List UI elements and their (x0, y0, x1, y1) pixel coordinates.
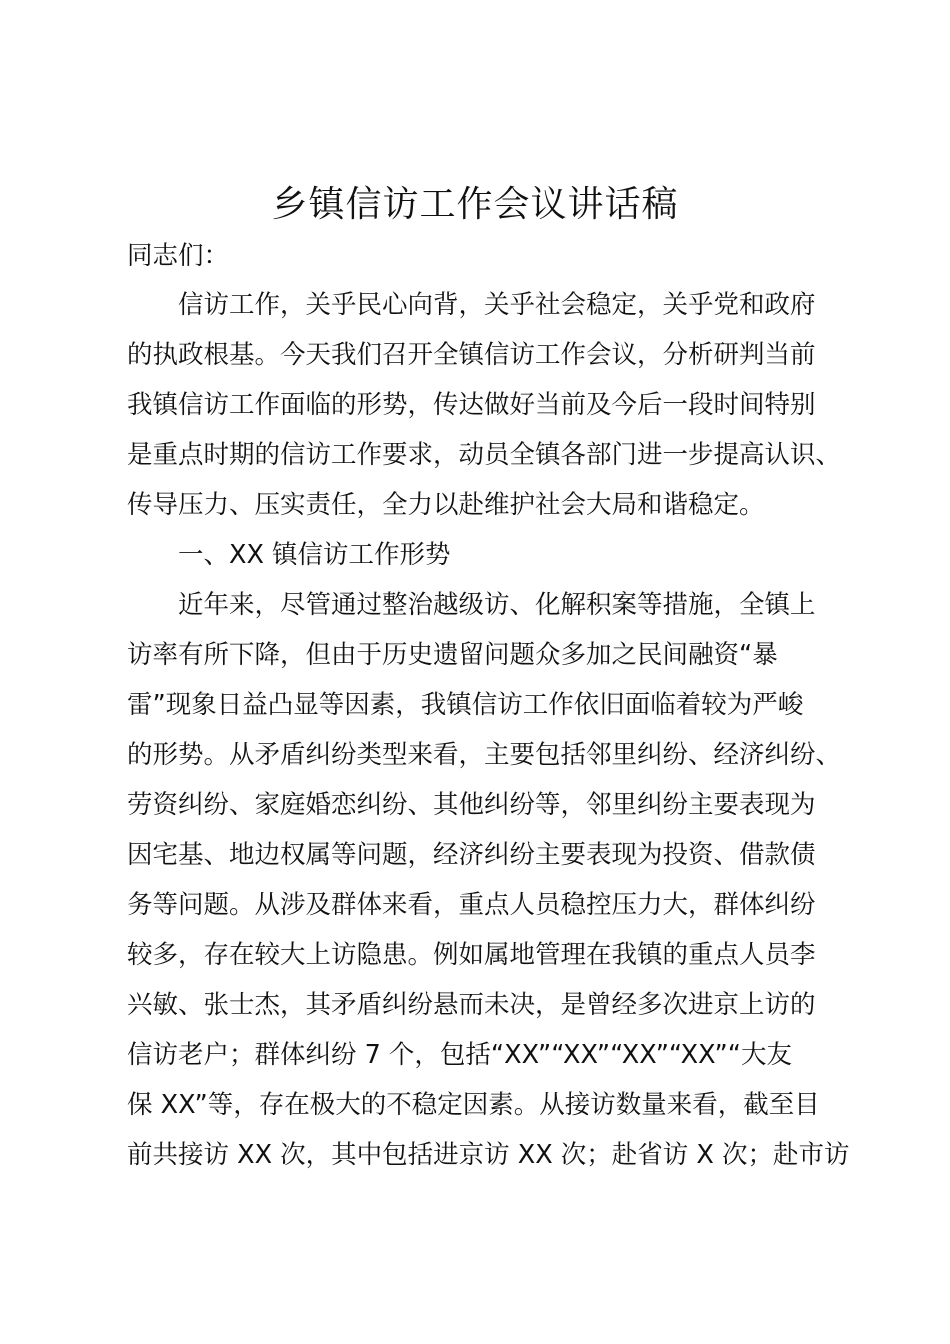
salutation-line: 同志们： (127, 241, 230, 271)
body-line: 劳资纠纷、家庭婚恋纠纷、其他纠纷等，邻里纠纷主要表现为 (127, 790, 816, 820)
body-line: 雷”现象日益凸显等因素，我镇信访工作依旧面临着较为严峻 (127, 690, 804, 720)
body-line: 传导压力、压实责任，全力以赴维护社会大局和谐稳定。 (127, 490, 765, 520)
body-line: 较多，存在较大上访隐患。例如属地管理在我镇的重点人员李 (127, 940, 816, 970)
body-line: 兴敏、张士杰，其矛盾纠纷悬而未决，是曾经多次进京上访的 (127, 990, 816, 1020)
body-line: 的执政根基。今天我们召开全镇信访工作会议，分析研判当前 (127, 340, 816, 370)
body-line: 信访工作，关乎民心向背，关乎社会稳定，关乎党和政府 (127, 290, 816, 320)
body-line: 务等问题。从涉及群体来看，重点人员稳控压力大，群体纠纷 (127, 890, 816, 920)
body-line: 我镇信访工作面临的形势，传达做好当前及今后一段时间特别 (127, 390, 816, 420)
section-heading: 一、XX 镇信访工作形势 (127, 540, 451, 570)
body-line: 近年来，尽管通过整治越级访、化解积案等措施，全镇上 (127, 590, 816, 620)
body-line: 访率有所下降，但由于历史遗留问题众多加之民间融资“暴 (127, 640, 778, 670)
body-line: 的形势。从矛盾纠纷类型来看，主要包括邻里纠纷、经济纠纷、 (127, 740, 842, 770)
document-title: 乡镇信访工作会议讲话稿 (271, 184, 679, 225)
body-line: 信访老户；群体纠纷 7 个，包括“XX”“XX”“XX”“XX”“大友 (127, 1040, 792, 1070)
body-line: 是重点时期的信访工作要求，动员全镇各部门进一步提高认识、 (127, 440, 842, 470)
body-line: 前共接访 XX 次，其中包括进京访 XX 次；赴省访 X 次；赴市访 (127, 1140, 850, 1170)
body-line: 因宅基、地边权属等问题，经济纠纷主要表现为投资、借款债 (127, 840, 816, 870)
body-line: 保 XX”等，存在极大的不稳定因素。从接访数量来看，截至目 (127, 1090, 820, 1120)
